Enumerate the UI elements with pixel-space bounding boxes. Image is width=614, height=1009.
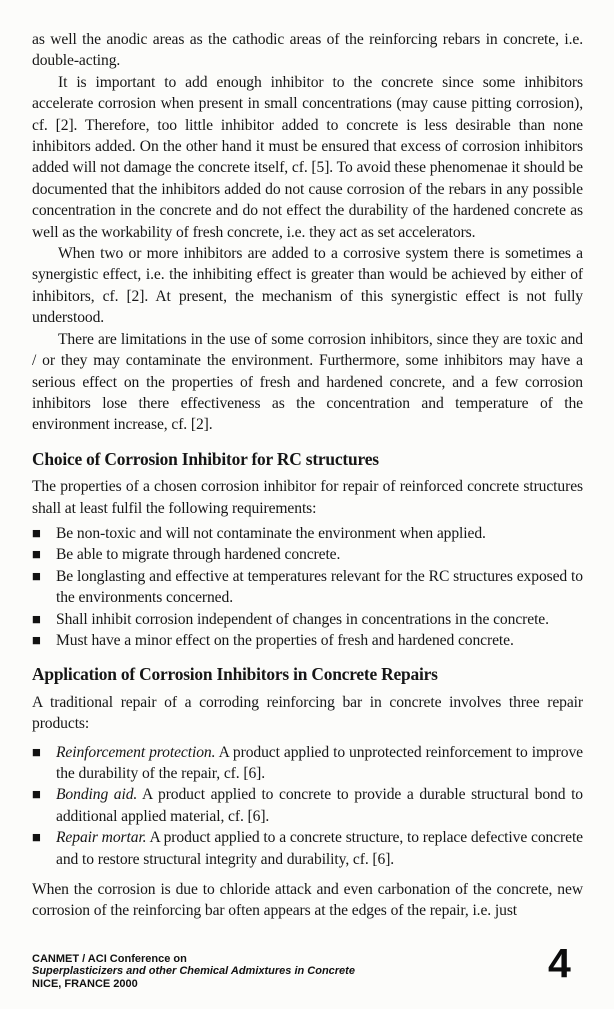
- square-bullet-icon: ■: [32, 789, 41, 801]
- paragraph-requirements-intro: The properties of a chosen corrosion inhibitor for repair of reinforced concrete structures shall at least fulfil the following requirements:: [32, 478, 583, 517]
- paragraph-chloride-attack: When the corrosion is due to chloride attack and even carbonation of the concrete, new corrosion of the reinforcing bar often appears at the edges of the repair, i.e. just: [32, 881, 583, 920]
- square-bullet-icon: ■: [32, 746, 41, 758]
- square-bullet-icon: ■: [32, 527, 41, 539]
- list-item: [32, 630, 583, 651]
- repair-product-description: A product applied to concrete to provide a durable structural bond to additional applied material, cf. [6].: [56, 786, 583, 825]
- list-item: [32, 827, 583, 870]
- repair-product-term: Bonding aid.: [56, 786, 138, 804]
- footer-conference-name: CANMET / ACI Conference on: [32, 953, 187, 965]
- list-item: [32, 609, 583, 630]
- repair-product-text: [56, 742, 583, 785]
- requirement-text: Be longlasting and effective at temperatures relevant for the RC structures exposed to the environments concerned.: [56, 567, 583, 607]
- section-heading-choice: Choice of Corrosion Inhibitor for RC structures: [32, 448, 379, 469]
- repair-product-text: [56, 827, 583, 870]
- paragraph-inhibitor-dosage: It is important to add enough inhibitor to the concrete since some inhibitors accelerate corrosion when present in small concentrations (may cause pitting corrosion), cf. [2]. Therefore, too little inhibitor added to concrete is less desirable than none inhibitors added. On the other hand it must be ensured that excess of corrosion inhibitors added will not damage the concrete itself, cf. [5]. To avoid these phenomenae it should be documented that the inhibitors added do not cause corrosion of the rebars in any possible concentration in the concrete and do not effect the durability of the hardened concrete as well as the workability of fresh concrete, i.e. they act as set accelerators.: [32, 73, 583, 241]
- repair-product-term: Reinforcement protection.: [56, 743, 216, 761]
- square-bullet-icon: ■: [32, 549, 41, 561]
- page-number: 4: [548, 940, 571, 986]
- footer-conference-title: Superplasticizers and other Chemical Admixtures in Concrete: [32, 965, 355, 978]
- requirement-text: Must have a minor effect on the properties of fresh and hardened concrete.: [56, 631, 514, 649]
- requirement-text: Shall inhibit corrosion independent of changes in concentrations in the concrete.: [56, 610, 549, 628]
- repair-products-list: [32, 742, 583, 870]
- list-item: [32, 566, 583, 609]
- paragraph-continuation: as well the anodic areas as the cathodic areas of the reinforcing rebars in concrete, i.e. double-acting.: [32, 31, 583, 70]
- list-item: [32, 784, 583, 827]
- requirement-text: Be non-toxic and will not contaminate the environment when applied.: [56, 524, 486, 542]
- repair-product-text: [56, 784, 583, 827]
- footer-location-year: NICE, FRANCE 2000: [32, 977, 138, 990]
- square-bullet-icon: ■: [32, 832, 41, 844]
- page-body: [32, 29, 583, 922]
- repair-product-description: A product applied to a concrete structure, to replace defective concrete and to restore structural integrity and durability, cf. [6].: [56, 829, 583, 868]
- square-bullet-icon: ■: [32, 613, 41, 625]
- list-item: [32, 742, 583, 785]
- square-bullet-icon: ■: [32, 570, 41, 582]
- conference-footer: [32, 953, 355, 990]
- repair-product-term: Repair mortar.: [56, 829, 147, 847]
- paragraph-repair-intro: A traditional repair of a corroding reinforcing bar in concrete involves three repair products:: [32, 693, 583, 733]
- square-bullet-icon: ■: [32, 634, 41, 646]
- list-item: [32, 523, 583, 544]
- requirements-list: [32, 523, 583, 651]
- requirement-text: Be able to migrate through hardened concrete.: [56, 546, 341, 564]
- repair-product-description: A product applied to unprotected reinforcement to improve the durability of the repair, cf. [6].: [56, 743, 583, 782]
- paragraph-synergistic-effect: When two or more inhibitors are added to a corrosive system there is sometimes a synergistic effect, i.e. the inhibiting effect is greater than would be achieved by either of inhibitors, cf. [2]. At present, the mechanism of this synergistic effect is not fully understood.: [32, 245, 583, 327]
- section-heading-application: Application of Corrosion Inhibitors in Concrete Repairs: [32, 664, 438, 685]
- list-item: [32, 544, 583, 565]
- paragraph-limitations: There are limitations in the use of some corrosion inhibitors, since they are toxic and / or they may contaminate the environment. Furthermore, some inhibitors may have a serious effect on the properties of fresh and hardened concrete, and a few corrosion inhibitors lose there effectiveness as the concentration and temperature of the environment increase, cf. [2].: [32, 330, 583, 434]
